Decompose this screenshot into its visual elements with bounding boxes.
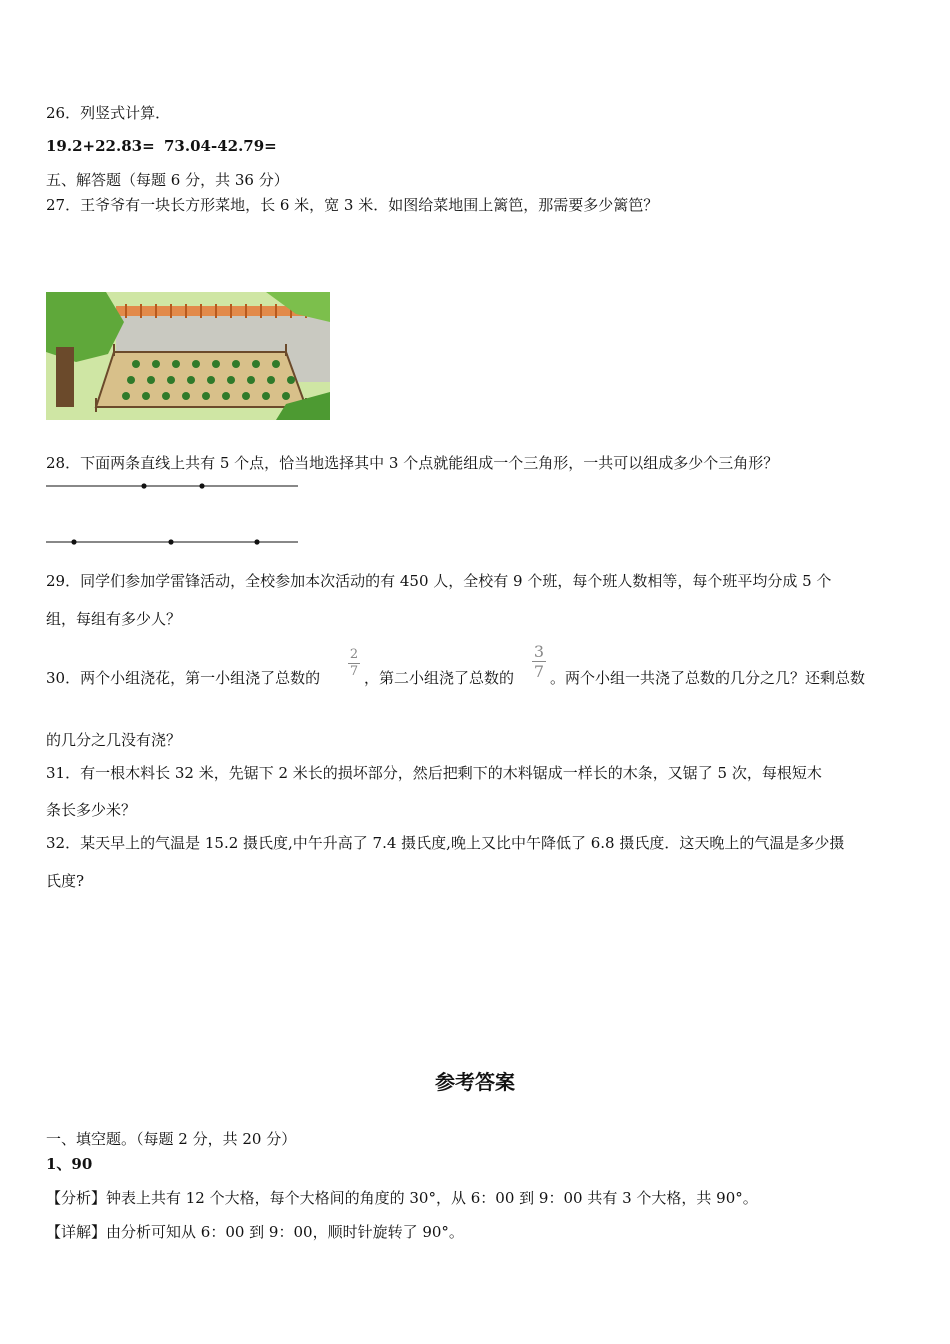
q26-expression-1: 19.2+22.83= <box>46 137 155 155</box>
fraction-denominator: 7 <box>533 662 545 681</box>
upper-point <box>199 483 204 488</box>
q26-title: 26．列竖式计算． <box>46 104 171 122</box>
q30-fraction-1 <box>348 648 360 679</box>
q30-fraction-2 <box>532 643 546 680</box>
lower-point <box>254 539 259 544</box>
q30-part3: 。两个小组一共浇了总数的几分之几？还剩总数 <box>550 669 866 687</box>
q30-line2: 的几分之几没有浇？ <box>46 731 182 749</box>
q27-text: 27．王爷爷有一块长方形菜地，长 6 米，宽 3 米．如图给菜地围上篱笆，那需要多少篱笆？ <box>46 196 659 214</box>
lower-point <box>71 539 76 544</box>
upper-point <box>141 483 146 488</box>
q32-line2: 氏度? <box>46 872 85 890</box>
fraction-numerator: 3 <box>533 642 545 661</box>
q26-expression-2: 73.04-42.79= <box>164 137 277 155</box>
q29-line2: 组，每组有多少人？ <box>46 610 182 628</box>
q28-text: 28．下面两条直线上共有 5 个点，恰当地选择其中 3 个点就能组成一个三角形，一共可以组成多少个三角形？ <box>46 454 779 472</box>
q29-line1: 29．同学们参加学雷锋活动，全校参加本次活动的有 450 人，全校有 9 个班，每个班人数相等，每个班平均分成 5 个 <box>46 572 832 590</box>
fraction-denominator: 7 <box>349 664 359 679</box>
q32-line1: 32．某天早上的气温是 15.2 摄氏度,中午升高了 7.4 摄氏度,晚上又比中午降低了 6.8 摄氏度．这天晚上的气温是多少摄 <box>46 834 845 852</box>
lower-point <box>168 539 173 544</box>
q30-part1: 30．两个小组浇花，第一小组浇了总数的 <box>46 669 321 687</box>
section5-heading: 五、解答题（每题 6 分，共 36 分） <box>46 171 289 189</box>
answer-1-analysis: 【分析】钟表上共有 12 个大格，每个大格间的角度的 30°，从 6：00 到 9：00 共有 3 个大格，共 90°。 <box>46 1189 758 1207</box>
q30-part2: ，第二小组浇了总数的 <box>364 669 515 687</box>
answers-section1-heading: 一、填空题。（每题 2 分，共 20 分） <box>46 1130 297 1148</box>
two-lines-with-points-diagram <box>44 478 300 550</box>
answers-title: 参考答案 <box>435 1070 515 1094</box>
q31-line1: 31．有一根木料长 32 米，先锯下 2 米长的损坏部分，然后把剩下的木料锯成一样长的木条，又锯了 5 次，每根短木 <box>46 764 822 782</box>
vegetable-garden-illustration <box>46 292 330 420</box>
answer-1-detail: 【详解】由分析可知从 6：00 到 9：00，顺时针旋转了 90°。 <box>46 1223 464 1241</box>
answer-1: 1、90 <box>46 1155 93 1173</box>
fraction-numerator: 2 <box>349 647 359 662</box>
q31-line2: 条长多少米？ <box>46 801 137 819</box>
